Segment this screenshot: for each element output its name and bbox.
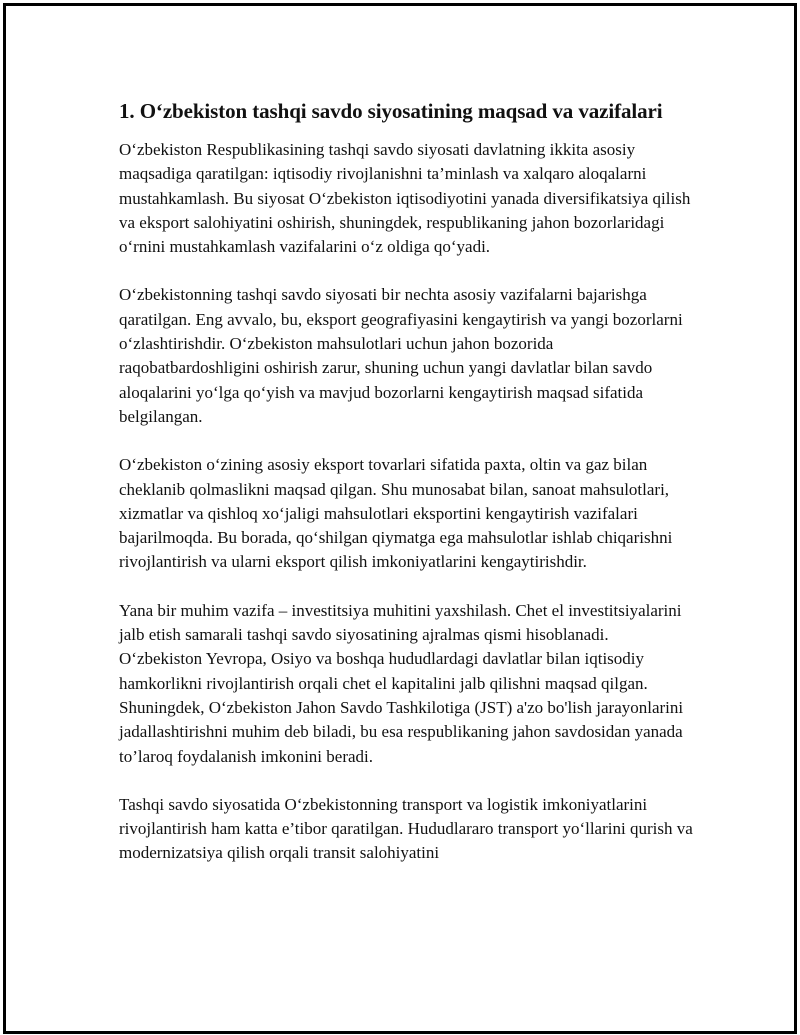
section-heading: 1. O‘zbekiston tashqi savdo siyosatining maqsad va vazifalari <box>119 99 663 123</box>
paragraph-goals: O‘zbekiston Respublikasining tashqi savdo siyosati davlatning ikkita asosiy maqsadiga qaratilgan: iqtisodiy rivojlanishni ta’minlash va xalqaro aloqalarni mustahkamlash. Bu siyosat O‘zbekiston iqtisodiyotini yanada diversifikatsiya qilish va eksport salohiyatini oshirish, shuningdek, respublikaning jahon bozorlaridagi o‘rnini mustahkamlash vazifalarini o‘z oldiga qo‘yadi. <box>119 140 691 257</box>
document-body <box>119 96 694 890</box>
paragraph-investment: Yana bir muhim vazifa – investitsiya muhitini yaxshilash. Chet el investitsiyalarini jalb etish samarali tashqi savdo siyosatining ajralmas qismi hisoblanadi. O‘zbekiston Yevropa, Osiyo va boshqa hududlardagi davlatlar bilan iqtisodiy hamkorlikni rivojlantirish orqali chet el kapitalini jalb qilishni maqsad qilgan. Shuningdek, O‘zbekiston Jahon Savdo Tashkilotiga (JST) a'zo bo'lish jarayonlarini jadallashtirishni muhim deb biladi, bu esa respublikaning jahon savdosidan yanada to’laroq foydalanish imkonini beradi. <box>119 600 684 766</box>
page-frame <box>3 3 797 1034</box>
paragraph-export-diversification: O‘zbekiston o‘zining asosiy eksport tovarlari sifatida paxta, oltin va gaz bilan cheklanib qolmaslikni maqsad qilgan. Shu munosabat bilan, sanoat mahsulotlari, xizmatlar va qishloq xo‘jaligi mahsulotlari eksportini kengaytirish vazifalari bajarilmoqda. Bu borada, qo‘shilgan qiymatga ega mahsulotlar ishlab chiqarishni rivojlantirish va ularni eksport qilish imkoniyatlarini kengaytirishdir. <box>119 455 673 572</box>
paragraph-transport: Tashqi savdo siyosatida O‘zbekistonning transport va logistik imkoniyatlarini rivojlantirish ham katta e’tibor qaratilgan. Hududlararo transport yo‘llarini qurish va modernizatsiya qilish orqali transit salohiyatini <box>119 794 693 863</box>
paragraph-tasks: O‘zbekistonning tashqi savdo siyosati bir nechta asosiy vazifalarni bajarishga qaratilgan. Eng avvalo, bu, eksport geografiyasini kengaytirish va yangi bozorlarni o‘zlashtirishdir. O‘zbekiston mahsulotlari uchun jahon bozorida raqobatbardoshligini oshirish zarur, shuning uchun yangi davlatlar bilan savdo aloqalarini yo‘lga qo‘yish va mavjud bozorlarni kengaytirish maqsad sifatida belgilangan. <box>119 285 683 426</box>
